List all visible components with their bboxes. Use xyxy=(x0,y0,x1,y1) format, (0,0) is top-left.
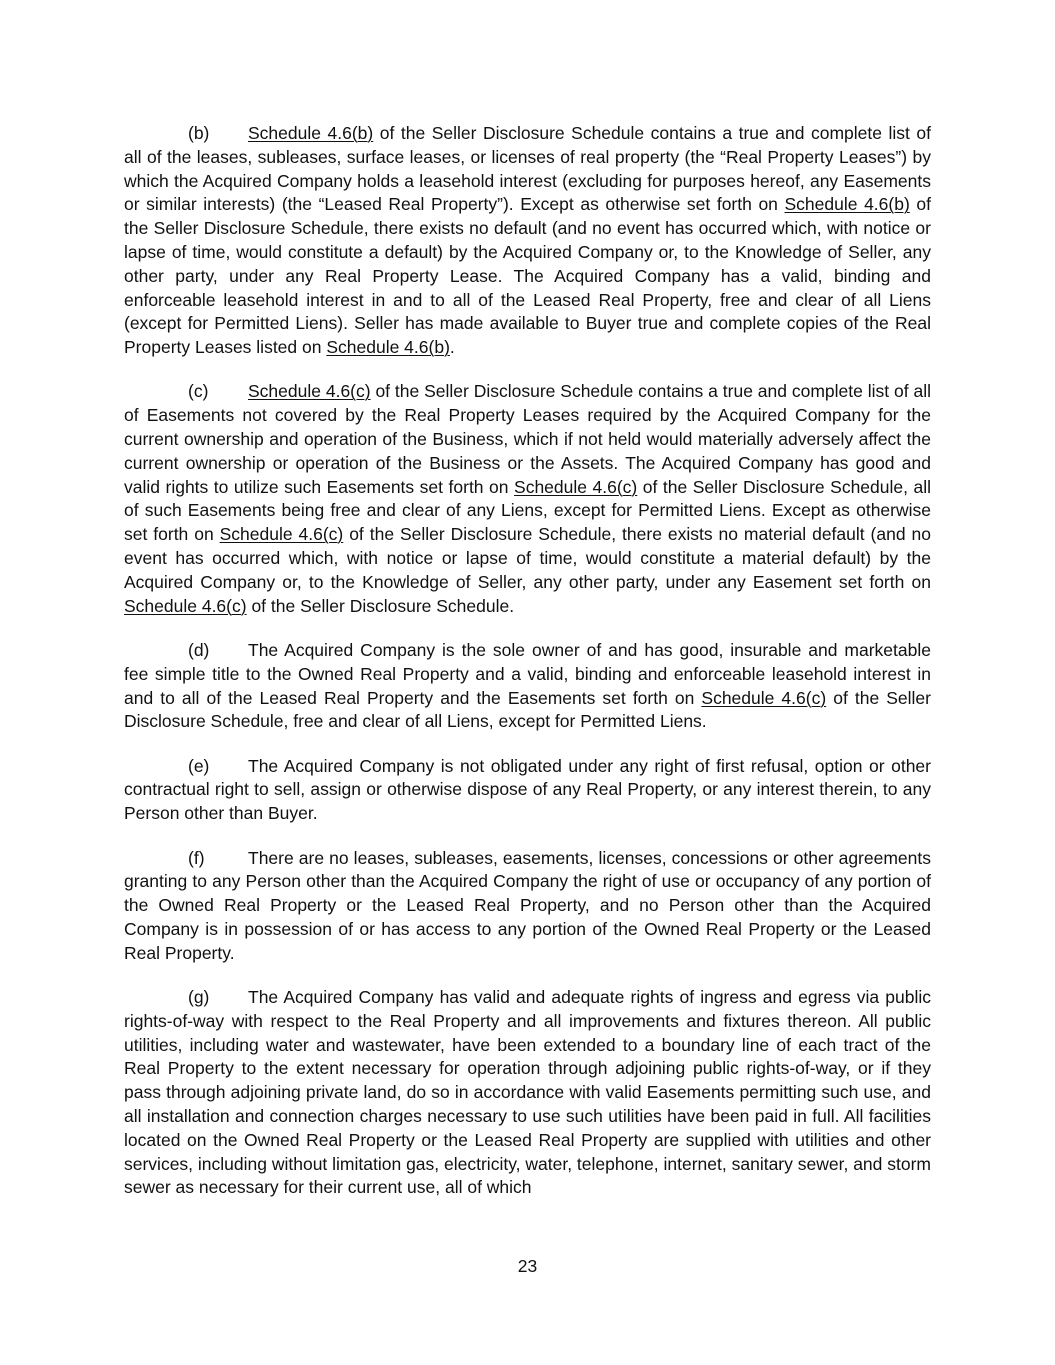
schedule-reference: Schedule 4.6(c) xyxy=(701,687,827,708)
schedule-reference: Schedule 4.6(b) xyxy=(248,123,374,143)
paragraph-text: of the Seller Disclosure Schedule contains a true and complete list of all of Easements not covered by the Real Property Leases required by the Acquired Company for the current ownership and operation of the Business, which if not held would materially adversely affect the current ownership or operation of the Business or the Assets. The Acquired Company has good and valid rights to utilize such Easements set forth on xyxy=(124,381,931,497)
paragraph-text: of the Seller Disclosure Schedule. xyxy=(246,595,515,616)
paragraph-label: (g) xyxy=(188,987,210,1007)
paragraph-label: (f) xyxy=(188,847,205,868)
schedule-reference: Schedule 4.6(c) xyxy=(514,476,638,497)
paragraph-d xyxy=(124,639,931,734)
paragraph-label: (b) xyxy=(188,123,210,143)
schedule-reference: Schedule 4.6(c) xyxy=(248,381,371,402)
document-body xyxy=(124,122,931,1221)
schedule-reference: Schedule 4.6(b) xyxy=(326,337,450,358)
paragraph-label: (d) xyxy=(188,639,210,660)
schedule-reference: Schedule 4.6(c) xyxy=(124,595,247,616)
paragraph-text: The Acquired Company has valid and adequate rights of ingress and egress via public rights-of-way with respect to the Real Property and all improvements and fixtures thereon. All public utilities, including water and wastewater, have been extended to a boundary line of each tract of the Real Property to the extent necessary for operation through adjoining public rights-of-way, or if they pass through adjoining private land, do so in accordance with valid Easements permitting such use, and all installation and connection charges necessary to use such utilities have been paid in full. All facilities located on the Owned Real Property or the Leased Real Property are supplied with utilities and other services, including without limitation gas, electricity, water, telephone, internet, sanitary sewer, and storm sewer as necessary for their current use, all of which xyxy=(124,987,931,1198)
paragraph-text: of the Seller Disclosure Schedule, free and clear of all Liens, except for Permitted Liens. xyxy=(124,687,931,732)
paragraph-g xyxy=(124,986,931,1200)
paragraph-text: of the Seller Disclosure Schedule, all of such Easements being free and clear of any Liens, except for Permitted Liens. Except as otherwise set forth on xyxy=(124,476,931,545)
paragraph-label: (c) xyxy=(188,381,209,402)
paragraph-text: There are no leases, subleases, easements, licenses, concessions or other agreements granting to any Person other than the Acquired Company the right of use or occupancy of any portion of the Owned Real Property or the Leased Real Property, and no Person other than the Acquired Company is in possession of or has access to any portion of the Owned Real Property or the Leased Real Property. xyxy=(124,847,931,963)
paragraph-c xyxy=(124,380,931,618)
paragraph-e xyxy=(124,755,931,826)
paragraph-text: The Acquired Company is the sole owner of and has good, insurable and marketable fee simple title to the Owned Real Property and a valid, binding and enforceable leasehold interest in and to all of the Leased Real Property and the Easements set forth on xyxy=(124,639,931,708)
paragraph-text: of the Seller Disclosure Schedule, there exists no material default (and no event has occurred which, with notice or lapse of time, would constitute a material default) by the Acquired Company or, to the Knowledge of Seller, any other party, under any Easement set forth on xyxy=(124,524,931,592)
paragraph-text: of the Seller Disclosure Schedule, there exists no default (and no event has occurred which, with notice or lapse of time, would constitute a default) by the Acquired Company or, to the Knowledge of Seller, any other party, under any Real Property Lease. The Acquired Company has a valid, binding and enforceable leasehold interest in and to all of the Leased Real Property, free and clear of all Liens (except for Permitted Liens). Seller has made available to Buyer true and complete copies of the Real Property Leases listed on xyxy=(124,194,931,358)
schedule-reference: Schedule 4.6(c) xyxy=(219,524,344,545)
paragraph-b xyxy=(124,122,931,360)
paragraph-text: of the Seller Disclosure Schedule contains a true and complete list of all of the leases, subleases, surface leases, or licenses of real property (the “Real Property Leases”) by which the Acquired Company holds a leasehold interest (excluding for purposes hereof, any Easements or similar interests) (the “Leased Real Property”). Except as otherwise set forth on xyxy=(124,123,931,215)
page-number: 23 xyxy=(517,1256,538,1276)
schedule-reference: Schedule 4.6(b) xyxy=(784,194,910,215)
paragraph-text: The Acquired Company is not obligated under any right of first refusal, option or other contractual right to sell, assign or otherwise dispose of any Real Property, or any interest therein, to any Person other than Buyer. xyxy=(124,755,931,824)
paragraph-label: (e) xyxy=(188,755,210,776)
paragraph-f xyxy=(124,847,931,966)
paragraph-text: . xyxy=(449,337,455,358)
